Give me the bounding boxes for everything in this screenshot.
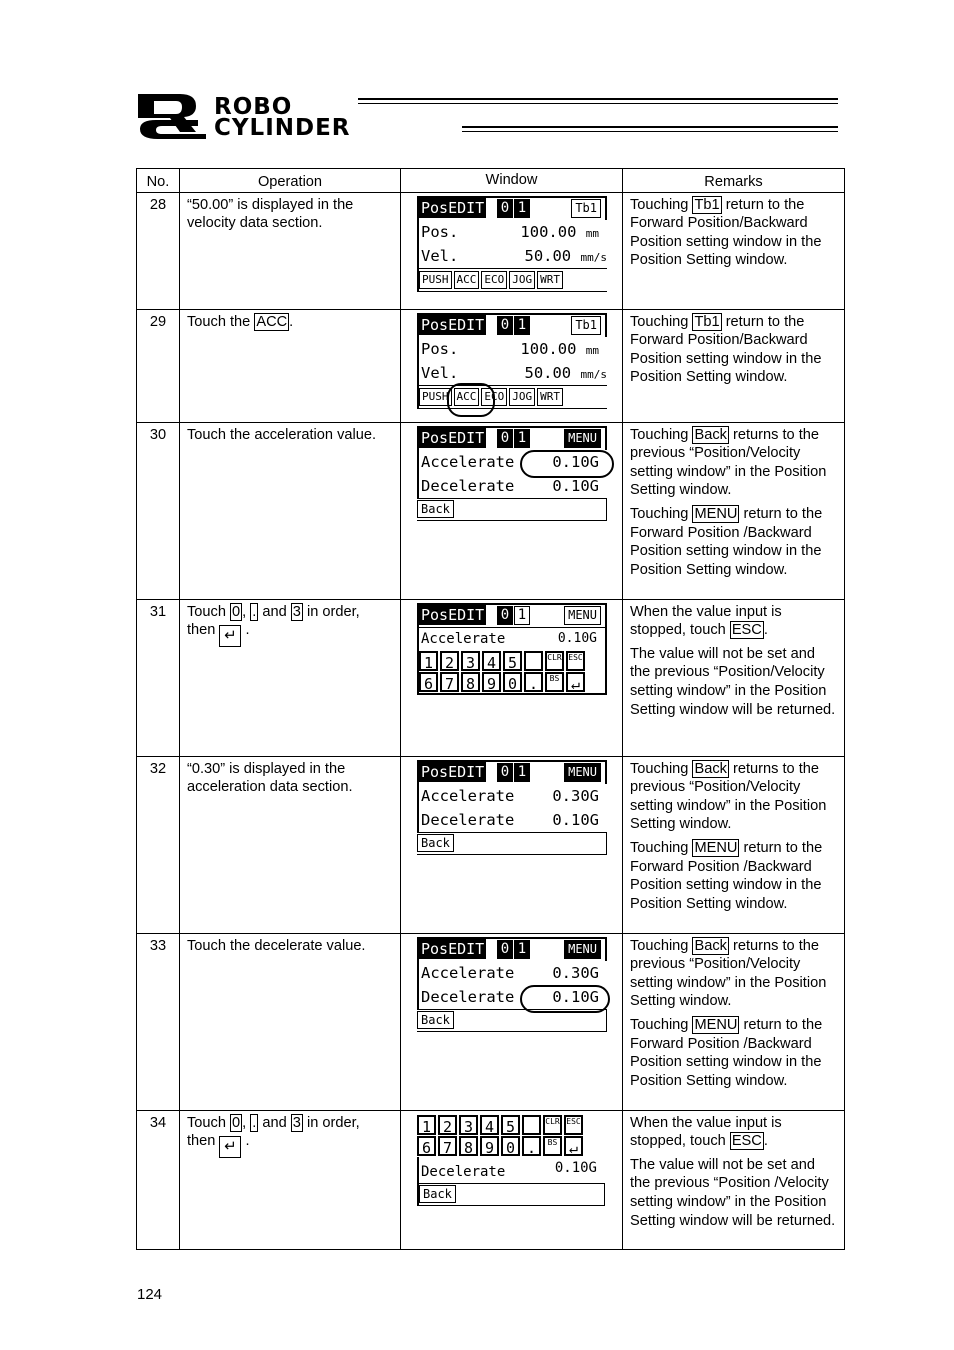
- lcd-wrt-button[interactable]: WRT: [537, 388, 563, 406]
- lcd-screen: [417, 426, 607, 521]
- key-label: Back: [694, 760, 727, 777]
- key-label: 3: [292, 1114, 301, 1131]
- remarks-cell: Touching Back returns to the previous “Position/Velocity setting window” in the Position Setting window. Touching MENU return to the Forward Position /Backward Position setting window in the Position Setting window.: [623, 933, 845, 1110]
- page-number: 124: [137, 1286, 163, 1303]
- highlight-circle: [447, 383, 495, 417]
- lcd-label: Vel.: [421, 363, 459, 382]
- enter-key-icon: ↵: [219, 1136, 241, 1158]
- key-label: .: [252, 603, 257, 620]
- col-operation: Operation: [180, 169, 401, 193]
- table-row: [137, 422, 845, 599]
- remarks-cell: Touching Back returns to the previous “Position/Velocity setting window” in the Position Setting window. Touching MENU return to the Forward Position /Backward Position setting window in the Position Setting window.: [623, 422, 845, 599]
- keypad-esc-key[interactable]: ESC: [564, 1115, 583, 1135]
- lcd-label: Accelerate: [421, 630, 506, 647]
- window-cell: [401, 599, 623, 756]
- keypad-clear-key[interactable]: CLR: [545, 651, 564, 671]
- table-row: [137, 933, 845, 1110]
- lcd-digit: 1: [514, 940, 530, 959]
- keypad-bs-key[interactable]: BS: [545, 672, 564, 692]
- step-number: 31: [137, 599, 180, 756]
- keypad-key[interactable]: 0: [501, 1136, 520, 1156]
- table-row: [137, 309, 845, 422]
- step-number: 28: [137, 192, 180, 309]
- operation-text: Touch 0 , . and 3 in order, then ↵ .: [180, 599, 401, 756]
- operation-text: “50.00” is displayed in the velocity data section.: [180, 192, 401, 309]
- col-window: Window: [401, 169, 623, 193]
- lcd-digit: 1: [514, 429, 530, 448]
- lcd-digit: 0: [497, 606, 513, 625]
- col-remarks: Remarks: [623, 169, 845, 193]
- keypad-clear-key[interactable]: CLR: [543, 1115, 562, 1135]
- table-row: [137, 756, 845, 933]
- lcd-tb1-button[interactable]: Tb1: [571, 199, 601, 218]
- keypad-key[interactable]: 5: [503, 651, 522, 671]
- key-label: .: [252, 1114, 257, 1131]
- remarks-cell: When the value input is stopped, touch ESC . The value will not be set and the previous “Position/Velocity setting window” in the Position Setting window will be returned.: [623, 599, 845, 756]
- key-label: 0: [232, 1114, 241, 1131]
- operation-table: [136, 168, 845, 1250]
- window-cell: [401, 192, 623, 309]
- lcd-menu-button[interactable]: MENU: [564, 606, 601, 625]
- lcd-value[interactable]: 0.10G: [552, 987, 599, 1006]
- keypad-key[interactable]: 5: [501, 1115, 520, 1135]
- operation-text: Touch the acceleration value.: [180, 422, 401, 599]
- lcd-value[interactable]: 0.10G: [552, 810, 599, 829]
- highlight-circle: [520, 985, 610, 1013]
- lcd-label: Decelerate: [421, 987, 515, 1006]
- lcd-unit: mm: [585, 226, 599, 240]
- window-cell: [401, 756, 623, 933]
- lcd-screen: [417, 760, 607, 855]
- lcd-digit: 0: [497, 940, 513, 959]
- keypad-enter-key[interactable]: ↵: [564, 1136, 583, 1156]
- operation-text: Touch 0 , . and 3 in order, then ↵ .: [180, 1110, 401, 1249]
- lcd-label: Accelerate: [421, 963, 515, 982]
- operation-text: “0.30” is displayed in the acceleration data section.: [180, 756, 401, 933]
- lcd-menu-button[interactable]: MENU: [564, 429, 601, 448]
- keypad-key[interactable]: .: [524, 672, 543, 692]
- key-label: ESC: [731, 622, 762, 639]
- lcd-jog-button[interactable]: JOG: [509, 271, 535, 289]
- remarks-cell: Touching Tb1 return to the Forward Position/Backward Position setting window in the Position Setting window.: [623, 192, 845, 309]
- lcd-screen: [417, 196, 607, 292]
- keypad-key[interactable]: 4: [482, 651, 501, 671]
- lcd-push-button[interactable]: PUSH: [419, 271, 452, 289]
- lcd-value: 100.00: [520, 339, 577, 358]
- keypad-key[interactable]: 7: [440, 672, 459, 692]
- keypad-row: [419, 672, 605, 692]
- enter-key-icon: ↵: [219, 625, 241, 647]
- lcd-title: PosEDIT: [421, 939, 485, 958]
- lcd-push-button[interactable]: PUSH: [419, 388, 452, 406]
- lcd-title: PosEDIT: [421, 428, 485, 447]
- keypad-key[interactable]: 2: [438, 1115, 457, 1135]
- lcd-digit: 0: [497, 429, 513, 448]
- remarks-cell: Touching Back returns to the previous “Position/Velocity setting window” in the Position Setting window. Touching MENU return to the Forward Position /Backward Position setting window in the Position Setting window.: [623, 756, 845, 933]
- lcd-digit: 0: [497, 199, 513, 218]
- lcd-digit: 1: [514, 606, 530, 625]
- logo-robo: ROBO: [214, 94, 293, 120]
- key-label: ACC: [256, 313, 288, 330]
- keypad-key[interactable]: 3: [461, 651, 480, 671]
- key-label: 3: [292, 603, 301, 620]
- remarks-cell: When the value input is stopped, touch ESC . The value will not be set and the previous “Position /Velocity setting window” in the Position Setting window will be returned.: [623, 1110, 845, 1249]
- keypad-key[interactable]: 7: [438, 1136, 457, 1156]
- table-row: [137, 1110, 845, 1249]
- lcd-label: Accelerate: [421, 452, 515, 471]
- keypad-key[interactable]: 6: [419, 672, 438, 692]
- step-number: 30: [137, 422, 180, 599]
- lcd-digit: 0: [497, 316, 513, 335]
- table-header-row: [137, 169, 845, 193]
- remarks-cell: Touching Tb1 return to the Forward Position/Backward Position setting window in the Position Setting window.: [623, 309, 845, 422]
- lcd-label: Accelerate: [421, 786, 515, 805]
- lcd-edit-value: 0.10G: [557, 630, 597, 646]
- keypad-row: [417, 1136, 605, 1156]
- key-label: MENU: [694, 1016, 738, 1033]
- lcd-title: PosEDIT: [421, 762, 485, 781]
- lcd-unit: mm/s: [580, 367, 607, 381]
- lcd-value: 50.00: [524, 246, 572, 265]
- lcd-screen: [417, 1115, 605, 1206]
- window-cell: [401, 422, 623, 599]
- keypad-key[interactable]: 1: [419, 651, 438, 671]
- step-number: 33: [137, 933, 180, 1110]
- keypad-key[interactable]: [522, 1115, 541, 1135]
- lcd-digit: 0: [497, 763, 513, 782]
- lcd-tb1-button[interactable]: Tb1: [571, 316, 601, 335]
- lcd-eco-button[interactable]: ECO: [481, 271, 507, 289]
- key-label: Tb1: [694, 313, 720, 330]
- lcd-unit: mm: [585, 343, 599, 357]
- lcd-menu-button[interactable]: MENU: [564, 763, 601, 782]
- window-cell: [401, 933, 623, 1110]
- keypad-key[interactable]: 2: [440, 651, 459, 671]
- operation-text: Touch the decelerate value.: [180, 933, 401, 1110]
- window-cell: [401, 1110, 623, 1249]
- robo-cylinder-logo: [136, 92, 838, 140]
- keypad-key[interactable]: 4: [480, 1115, 499, 1135]
- keypad-key[interactable]: 8: [459, 1136, 478, 1156]
- keypad-key[interactable]: 6: [417, 1136, 436, 1156]
- lcd-screen: [417, 603, 607, 695]
- key-label: Back: [694, 937, 727, 954]
- keypad-bs-key[interactable]: BS: [543, 1136, 562, 1156]
- operation-text: Touch the ACC .: [180, 309, 401, 422]
- lcd-jog-button[interactable]: JOG: [509, 388, 535, 406]
- lcd-eco-button[interactable]: ECO: [481, 388, 507, 406]
- lcd-label: Pos.: [421, 222, 459, 241]
- lcd-acc-button[interactable]: ACC: [454, 388, 480, 406]
- lcd-value[interactable]: 0.30G: [552, 786, 599, 805]
- keypad-key[interactable]: 9: [482, 672, 501, 692]
- lcd-value: 50.00: [524, 363, 572, 382]
- lcd-back-button[interactable]: Back: [417, 834, 454, 852]
- keypad-key[interactable]: 3: [459, 1115, 478, 1135]
- step-number: 29: [137, 309, 180, 422]
- keypad-key[interactable]: .: [522, 1136, 541, 1156]
- col-no: No.: [137, 169, 180, 193]
- lcd-menu-button[interactable]: MENU: [564, 940, 601, 959]
- lcd-label: Decelerate: [421, 476, 515, 495]
- lcd-back-button[interactable]: Back: [419, 1185, 456, 1203]
- lcd-label: Decelerate: [421, 810, 515, 829]
- lcd-digit: 1: [514, 199, 530, 218]
- key-label: 0: [232, 603, 241, 620]
- keypad-key[interactable]: 8: [461, 672, 480, 692]
- lcd-label: Pos.: [421, 339, 459, 358]
- lcd-back-button[interactable]: Back: [417, 500, 454, 518]
- keypad-esc-key[interactable]: ESC: [566, 651, 585, 671]
- keypad-key[interactable]: [524, 651, 543, 671]
- key-label: Back: [694, 426, 727, 443]
- lcd-screen: [417, 313, 607, 409]
- lcd-wrt-button[interactable]: WRT: [537, 271, 563, 289]
- lcd-value: 100.00: [520, 222, 577, 241]
- logo-cylinder: CYLINDER: [214, 115, 351, 140]
- lcd-label: Decelerate: [421, 1163, 506, 1180]
- key-label: ESC: [731, 1133, 762, 1150]
- lcd-unit: mm/s: [580, 250, 607, 264]
- table-row: [137, 192, 845, 309]
- window-cell: [401, 309, 623, 422]
- key-label: Tb1: [694, 196, 720, 213]
- highlight-circle: [520, 450, 614, 478]
- table-row: [137, 599, 845, 756]
- lcd-title: PosEDIT: [421, 605, 485, 624]
- keypad-key[interactable]: 9: [480, 1136, 499, 1156]
- step-number: 32: [137, 756, 180, 933]
- keypad-row: [417, 1115, 605, 1135]
- keypad-enter-key[interactable]: ↵: [566, 672, 585, 692]
- lcd-edit-value: 0.10G: [554, 1159, 597, 1176]
- lcd-screen: [417, 937, 607, 1032]
- step-number: 34: [137, 1110, 180, 1249]
- keypad-row: [419, 651, 605, 671]
- keypad-key[interactable]: 0: [503, 672, 522, 692]
- lcd-value[interactable]: 0.10G: [552, 476, 599, 495]
- lcd-title: PosEDIT: [421, 198, 485, 217]
- lcd-value[interactable]: 0.10G: [552, 452, 599, 471]
- lcd-digit: 1: [514, 763, 530, 782]
- key-label: MENU: [694, 839, 738, 856]
- key-label: MENU: [694, 505, 738, 522]
- lcd-acc-button[interactable]: ACC: [454, 271, 480, 289]
- lcd-value[interactable]: 0.30G: [552, 963, 599, 982]
- lcd-back-button[interactable]: Back: [417, 1011, 454, 1029]
- keypad-key[interactable]: 1: [417, 1115, 436, 1135]
- lcd-title: PosEDIT: [421, 315, 485, 334]
- lcd-digit: 1: [514, 316, 530, 335]
- lcd-label: Vel.: [421, 246, 459, 265]
